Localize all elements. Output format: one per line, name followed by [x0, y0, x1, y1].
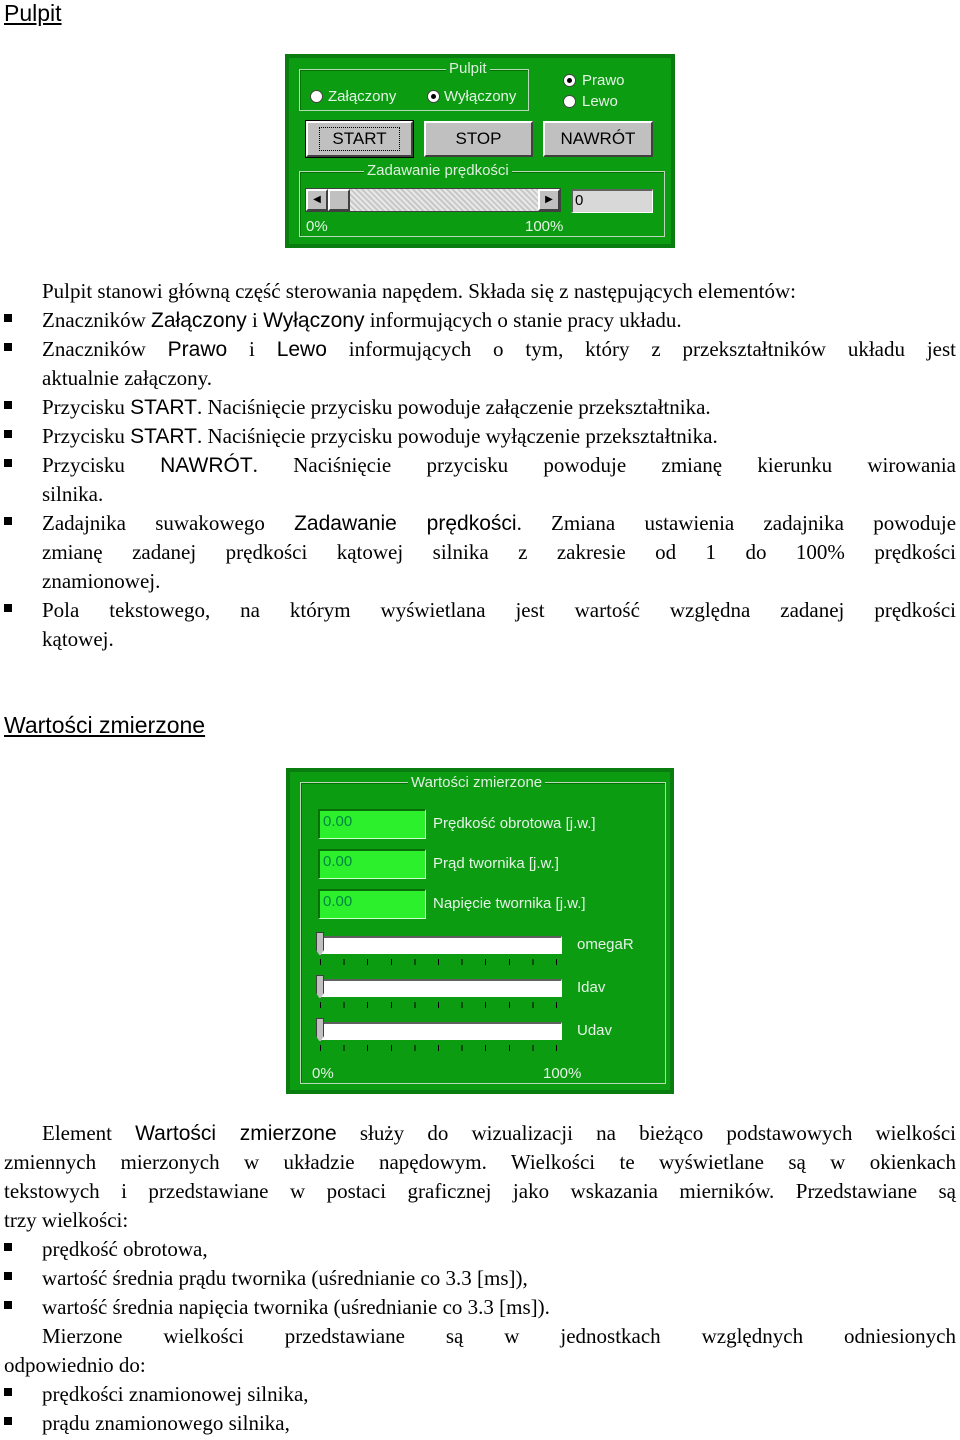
- bullet-icon: [4, 1417, 12, 1425]
- measured-group-title: Wartości zmierzone: [408, 775, 545, 791]
- nawrot-button[interactable]: NAWRÓT: [543, 121, 653, 157]
- scroll-left-icon[interactable]: ◀: [306, 189, 328, 211]
- pulpit-intro: Pulpit stanowi główną część sterowania napędem. Składa się z następujących elementów:: [42, 279, 797, 303]
- meter-omegar: [320, 936, 562, 954]
- list-item: prądu znamionowego silnika,: [42, 1411, 290, 1435]
- scale-min-label: 0%: [306, 218, 328, 235]
- section-heading-pulpit: Pulpit: [4, 0, 62, 26]
- meter-omegar-ticks: [320, 959, 560, 965]
- meter-idav-ticks: [320, 1002, 560, 1008]
- start-button-label: START: [319, 127, 399, 151]
- bullet-item-2-cont: aktualnie załączony.: [42, 366, 213, 390]
- measured-panel: [286, 768, 674, 1094]
- meter-udav-ticks: [320, 1045, 560, 1051]
- bullet-icon: [4, 1388, 12, 1396]
- bullet-icon: [4, 1272, 12, 1280]
- scroll-right-icon[interactable]: ▶: [538, 189, 560, 211]
- pulpit-panel: [285, 54, 675, 248]
- bullet-icon: [4, 314, 12, 322]
- scale-max-label: 100%: [525, 218, 564, 235]
- bullet-icon: [4, 1301, 12, 1309]
- start-button[interactable]: [306, 121, 413, 157]
- current-field-label: Prąd twornika [j.w.]: [433, 855, 559, 872]
- stop-button[interactable]: STOP: [424, 121, 533, 157]
- meter-udav: [320, 1022, 562, 1040]
- radio-prawo-label: Prawo: [582, 72, 625, 89]
- radio-prawo[interactable]: [563, 74, 576, 87]
- radio-zalaczony[interactable]: [310, 90, 323, 103]
- radio-wylaczony-label: Wyłączony: [444, 88, 517, 105]
- bullet-item-3: Przycisku START. Naciśnięcie przycisku powoduje załączenie przekształtnika.: [42, 395, 711, 419]
- wartosci-paragraph-2: Mierzone wielkości przedstawiane są w jednostkach względnych odniesionych: [42, 1324, 956, 1348]
- radio-lewo[interactable]: [563, 95, 576, 108]
- bullet-item-5-cont: silnika.: [42, 482, 104, 506]
- speed-field: 0.00: [318, 809, 426, 839]
- wartosci-paragraph-2-l2: odpowiednio do:: [4, 1353, 146, 1377]
- bullet-icon: [4, 430, 12, 438]
- list-item: prędkości znamionowej silnika,: [42, 1382, 309, 1406]
- pulpit-group-title: Pulpit: [446, 61, 490, 77]
- bullet-item-6-cont: zmianę zadanej prędkości kątowej silnika z zakresie od 1 do 100% prędkości: [42, 540, 956, 564]
- wartosci-paragraph-1-l3: tekstowych i przedstawiane w postaci graficznej jako wskazania mierników. Przedstawiane są: [4, 1179, 956, 1203]
- bullet-item-2: Znaczników Prawo i Lewo informujących o tym, który z przekształtników układu jest: [42, 337, 956, 361]
- bullet-icon: [4, 343, 12, 351]
- meter-scale-max: 100%: [543, 1065, 582, 1082]
- radio-zalaczony-label: Załączony: [328, 88, 397, 105]
- slider-thumb[interactable]: [328, 189, 350, 211]
- list-item: prędkość obrotowa,: [42, 1237, 208, 1261]
- list-item: wartość średnia prądu twornika (uśrednianie co 3.3 [ms]),: [42, 1266, 528, 1290]
- meter-udav-label: Udav: [577, 1022, 613, 1039]
- speed-value-field[interactable]: 0: [571, 189, 653, 213]
- radio-wylaczony[interactable]: [427, 90, 440, 103]
- voltage-field-label: Napięcie twornika [j.w.]: [433, 895, 586, 912]
- meter-omegar-label: omegaR: [577, 936, 634, 953]
- wartosci-paragraph-1: Element Wartości zmierzone służy do wizualizacji na bieżąco podstawowych wielkości: [42, 1121, 956, 1145]
- bullet-icon: [4, 1243, 12, 1251]
- speed-slider[interactable]: [305, 188, 561, 212]
- bullet-icon: [4, 401, 12, 409]
- bullet-item-7-cont: kątowej.: [42, 627, 114, 651]
- bullet-icon: [4, 604, 12, 612]
- meter-scale-min: 0%: [312, 1065, 334, 1082]
- wartosci-paragraph-1-l4: trzy wielkości:: [4, 1208, 129, 1232]
- meter-idav-label: Idav: [577, 979, 606, 996]
- speed-field-label: Prędkość obrotowa [j.w.]: [433, 815, 596, 832]
- voltage-field: 0.00: [318, 889, 426, 919]
- wartosci-paragraph-1-l2: zmiennych mierzonych w układzie napędowym. Wielkości te wyświetlane są w okienkach: [4, 1150, 956, 1174]
- list-item: wartość średnia napięcia twornika (uśrednianie co 3.3 [ms]).: [42, 1295, 550, 1319]
- current-field: 0.00: [318, 849, 426, 879]
- speed-label: Zadawanie prędkości: [364, 163, 512, 179]
- bullet-item-6-cont2: znamionowej.: [42, 569, 161, 593]
- meter-idav: [320, 979, 562, 997]
- bullet-item-4: Przycisku START. Naciśnięcie przycisku powoduje wyłączenie przekształtnika.: [42, 424, 718, 448]
- bullet-item-7: Pola tekstowego, na którym wyświetlana jest wartość względna zadanej prędkości: [42, 598, 956, 622]
- bullet-icon: [4, 517, 12, 525]
- bullet-item-5: Przycisku NAWRÓT. Naciśnięcie przycisku powoduje zmianę kierunku wirowania: [42, 453, 956, 477]
- bullet-icon: [4, 459, 12, 467]
- section-heading-wartosci: Wartości zmierzone: [4, 712, 206, 738]
- bullet-item-6: Zadajnika suwakowego Zadawanie prędkości. Zmiana ustawienia zadajnika powoduje: [42, 511, 957, 535]
- bullet-item-1: Znaczników Załączony i Wyłączony informujących o stanie pracy układu.: [42, 308, 682, 332]
- radio-lewo-label: Lewo: [582, 93, 618, 110]
